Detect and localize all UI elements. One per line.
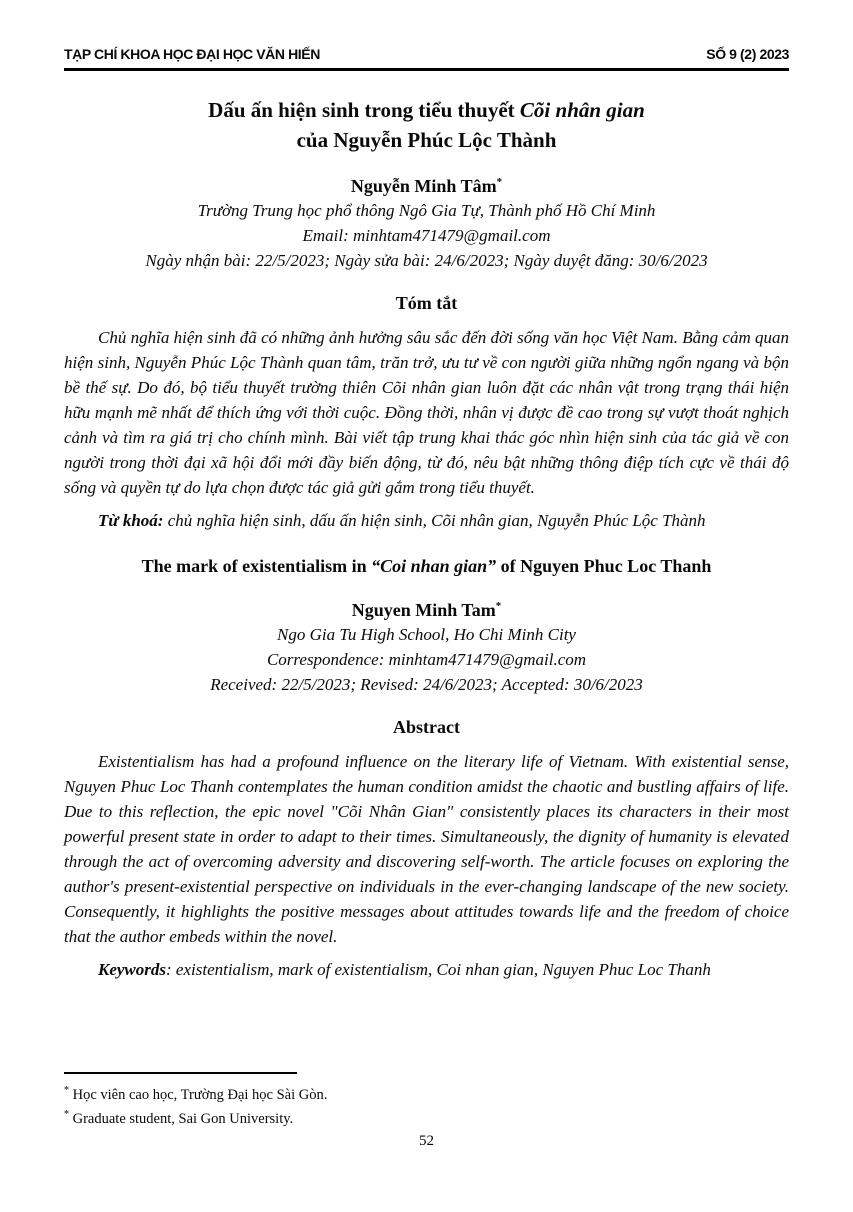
author-name-en (64, 594, 789, 622)
email-vi: Email: minhtam471479@gmail.com (302, 226, 551, 245)
keywords-vi (64, 508, 789, 533)
article-title-vi-plain: Dấu ấn hiện sinh trong tiểu thuyết (208, 98, 520, 122)
footnote-en-text: Graduate student, Sai Gon University. (69, 1110, 294, 1127)
footnote-en-marker: * (64, 1108, 69, 1120)
article-title-vi-line2: của Nguyễn Phúc Lộc Thành (296, 128, 557, 152)
author-name-vi-text: Nguyễn Minh Tâm (350, 176, 497, 196)
page-number: 52 (419, 1133, 434, 1149)
abstract-heading-vi: Tóm tắt (395, 293, 458, 313)
article-title-en-part1: The mark of existentialism in (141, 556, 372, 576)
keywords-vi-label: Từ khoá: (98, 511, 164, 530)
keywords-en-list: : existentialism, mark of existentialism, Coi nhan gian, Nguyen Phuc Loc Thanh (166, 960, 711, 979)
abstract-body-vi: Chủ nghĩa hiện sinh đã có những ảnh hưởng sâu sắc đến đời sống văn học Việt Nam. Bằng cảm quan hiện sinh, Nguyễn Phúc Lộc Thành quan tâm, trăn trở, ưu tư về con người giữa những ngổn ngang và bộn bề thế sự. Do đó, bộ tiểu thuyết trường thiên Cõi nhân gian luôn đặt các nhân vật trong trạng thái hiện hữu mạnh mẽ nhất để thích ứng với thời cuộc. Đồng thời, nhân vị được đề cao trong sự vượt thoát nghịch cảnh và tìm ra giá trị cho chính mình. Bài viết tập trung khai thác góc nhìn hiện sinh của tác giả về con người trong thời đại xã hội đổi mới đầy biến động, từ đó, nêu bật những thông điệp tích cực về thái độ sống và quyền tự do lựa chọn được tác giả gửi gắm trong tiểu thuyết. (64, 328, 789, 497)
author-en-footnote-marker: * (495, 600, 502, 612)
keywords-vi-list: chủ nghĩa hiện sinh, dấu ấn hiện sinh, Cõi nhân gian, Nguyễn Phúc Lộc Thành (163, 511, 706, 530)
abstract-heading-en: Abstract (393, 717, 460, 737)
correspondence-en: Correspondence: minhtam471479@gmail.com (266, 650, 587, 669)
footnote-vi-marker: * (64, 1085, 69, 1096)
journal-name: TẠP CHÍ KHOA HỌC ĐẠI HỌC VĂN HIẾN (64, 46, 320, 62)
author-vi-footnote-marker: * (496, 176, 503, 188)
footnote-en (64, 1105, 784, 1129)
affiliation-vi: Trường Trung học phổ thông Ngô Gia Tự, Thành phố Hồ Chí Minh (197, 201, 656, 220)
author-name-vi (64, 170, 789, 198)
keywords-en-label: Keywords (98, 960, 166, 979)
footnote-vi (64, 1081, 784, 1105)
dates-en: Received: 22/5/2023; Revised: 24/6/2023; Accepted: 30/6/2023 (210, 675, 643, 694)
running-header (64, 46, 789, 62)
article-title-vi-line1 (64, 95, 789, 125)
footnote-rule (64, 1072, 297, 1074)
abstract-body-en: Existentialism has had a profound influence on the literary life of Vietnam. With existential sense, Nguyen Phuc Loc Thanh contemplates the human condition amidst the chaotic and bustling affairs of life. Due to this reflection, the epic novel "Cõi Nhân Gian" consistently places its characters in their most powerful present state in order to adapt to their times. Simultaneously, the dignity of humanity is elevated through the act of overcoming adversity and discovering self-worth. The article focuses on exploring the author's present-existential perspective on individuals in the ever-changing landscape of the new society. Consequently, it highlights the positive messages about attitudes towards life and the freedom of choice that the author embeds within the novel. (64, 752, 789, 946)
affiliation-en: Ngo Gia Tu High School, Ho Chi Minh City (277, 625, 576, 644)
article-title-vi (64, 95, 789, 155)
article-title-en-novel-name: “Coi nhan gian” (371, 556, 497, 576)
header-rule (64, 68, 789, 71)
article-title-vi-novel-name: Cõi nhân gian (519, 98, 645, 122)
article-title-en (64, 554, 789, 578)
keywords-en (64, 957, 789, 982)
article-title-en-part2: of Nguyen Phuc Loc Thanh (496, 556, 712, 576)
issue-number: SỐ 9 (2) 2023 (706, 46, 789, 62)
footnote-vi-text: Học viên cao học, Trường Đại học Sài Gòn. (69, 1086, 328, 1103)
footnote-block (64, 1072, 784, 1129)
author-name-en-text: Nguyen Minh Tam (351, 600, 496, 620)
dates-vi: Ngày nhận bài: 22/5/2023; Ngày sửa bài: 24/6/2023; Ngày duyệt đăng: 30/6/2023 (145, 251, 708, 270)
